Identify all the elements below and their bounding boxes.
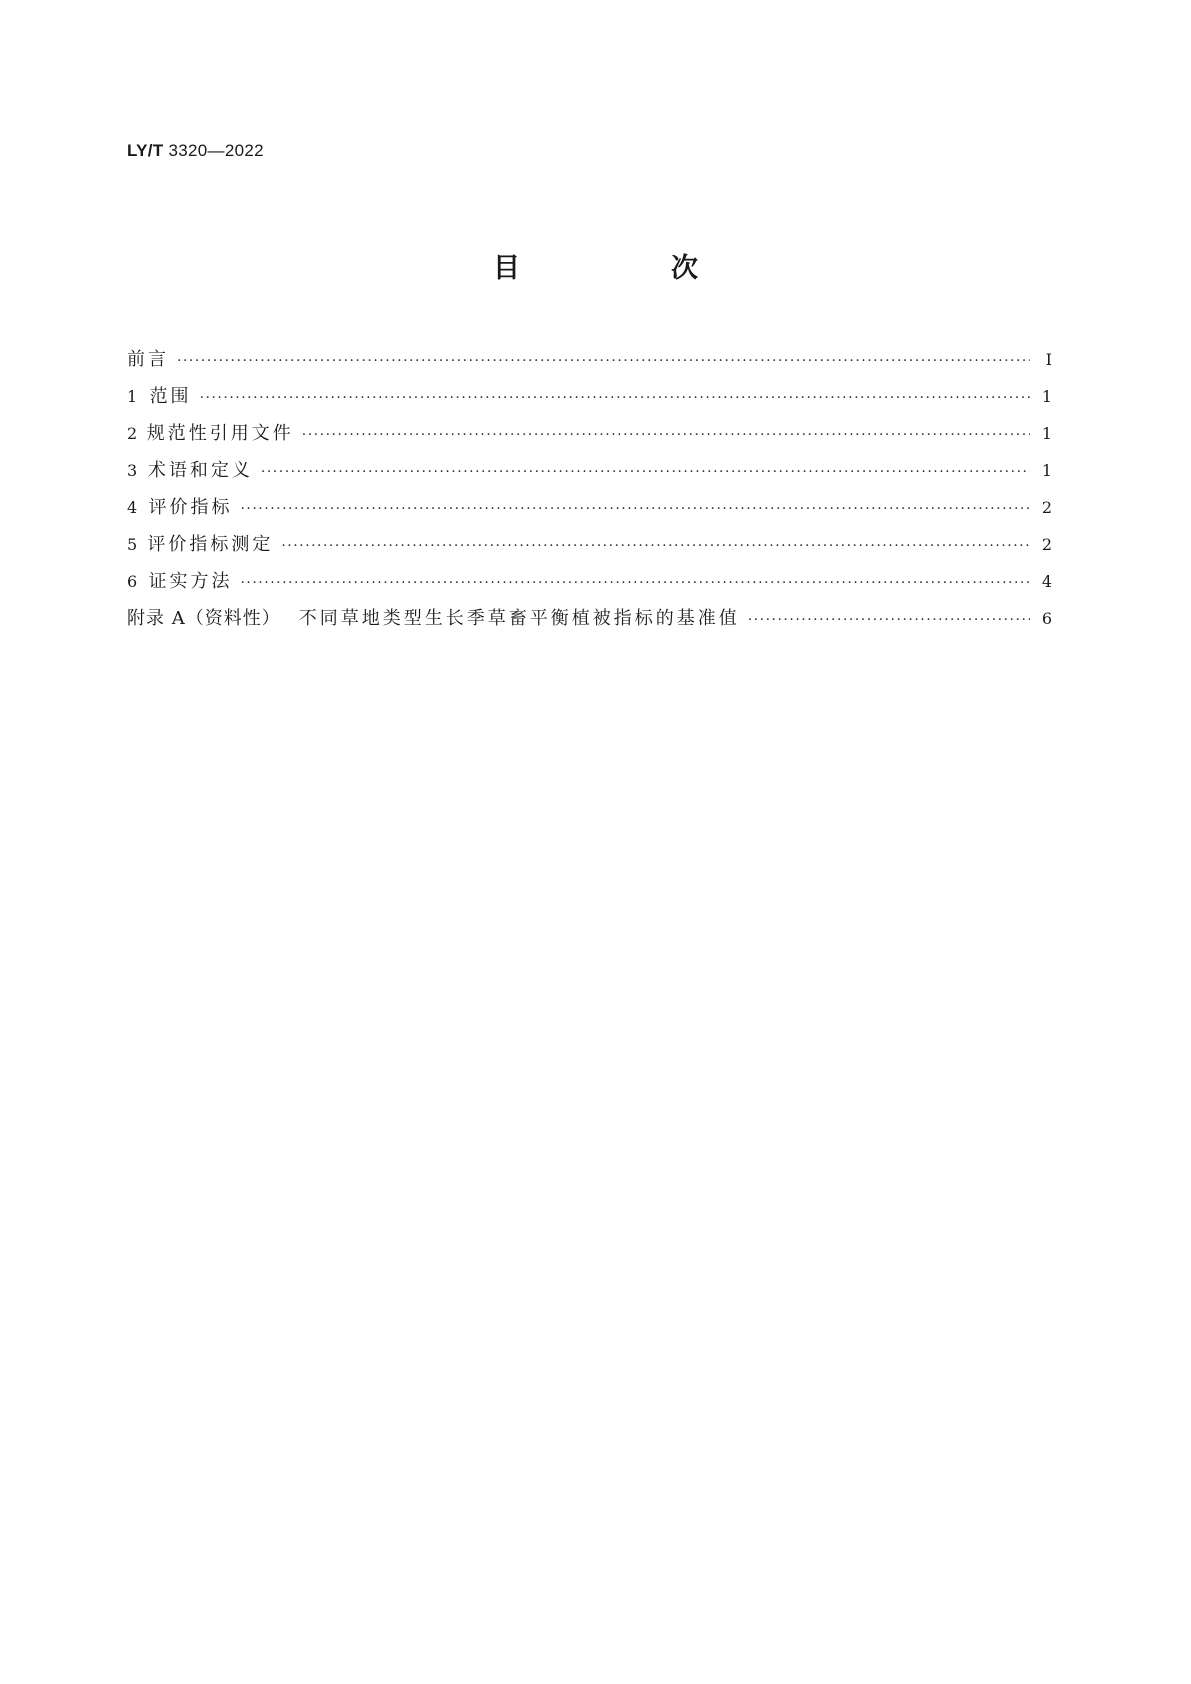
toc-entry-number: 4 xyxy=(127,498,138,517)
toc-entry-verification-method[interactable] xyxy=(127,567,1052,604)
toc-entry-evaluation-indicators[interactable] xyxy=(127,493,1052,530)
standard-prefix: LY/T xyxy=(127,141,164,160)
toc-entry-page: 6 xyxy=(1041,609,1052,628)
toc-entry-label: 评价指标 xyxy=(148,497,233,518)
toc-entry-number: 2 xyxy=(127,424,138,443)
annex-title: 不同草地类型生长季草畜平衡植被指标的基准值 xyxy=(298,608,740,629)
toc-entry-annex-a[interactable] xyxy=(127,604,1052,641)
toc-leader-dots xyxy=(302,427,1030,443)
toc-entry-label xyxy=(127,604,740,630)
table-of-contents xyxy=(127,345,1052,641)
toc-entry-number: 5 xyxy=(127,535,138,554)
standard-number: 3320—2022 xyxy=(168,141,264,160)
toc-title: 目 次 xyxy=(493,253,760,284)
toc-entry-page: 4 xyxy=(1041,572,1052,591)
toc-entry-page: 2 xyxy=(1041,498,1052,517)
toc-entry-terms-definitions[interactable] xyxy=(127,456,1052,493)
toc-leader-dots xyxy=(240,501,1030,517)
toc-leader-dots xyxy=(281,538,1030,554)
toc-entry-scope[interactable] xyxy=(127,382,1052,419)
toc-entry-number: 3 xyxy=(127,461,138,480)
toc-entry-label: 评价指标测定 xyxy=(147,534,274,555)
toc-entry-number: 1 xyxy=(127,387,138,406)
toc-leader-dots xyxy=(261,464,1030,480)
toc-entry-page: 1 xyxy=(1041,424,1052,443)
toc-entry-label: 前言 xyxy=(127,349,169,370)
toc-entry-page: Ⅰ xyxy=(1045,350,1052,369)
annex-prefix: 附录 A（资料性） xyxy=(127,608,281,629)
toc-entry-label: 术语和定义 xyxy=(147,460,253,481)
toc-entry-number: 6 xyxy=(127,572,138,591)
toc-entry-indicator-measurement[interactable] xyxy=(127,530,1052,567)
toc-entry-label: 证实方法 xyxy=(148,571,233,592)
toc-entry-page: 2 xyxy=(1041,535,1052,554)
toc-leader-dots xyxy=(748,612,1030,628)
toc-entry-label: 规范性引用文件 xyxy=(146,423,294,444)
toc-entry-page: 1 xyxy=(1041,461,1052,480)
standard-code xyxy=(127,141,264,161)
toc-leader-dots xyxy=(177,353,1030,369)
toc-entry-page: 1 xyxy=(1041,387,1052,406)
toc-entry-normative-references[interactable] xyxy=(127,419,1052,456)
toc-leader-dots xyxy=(200,390,1030,406)
toc-leader-dots xyxy=(240,575,1030,591)
toc-entry-label: 范围 xyxy=(149,386,192,407)
toc-entry-foreword[interactable] xyxy=(127,345,1052,382)
